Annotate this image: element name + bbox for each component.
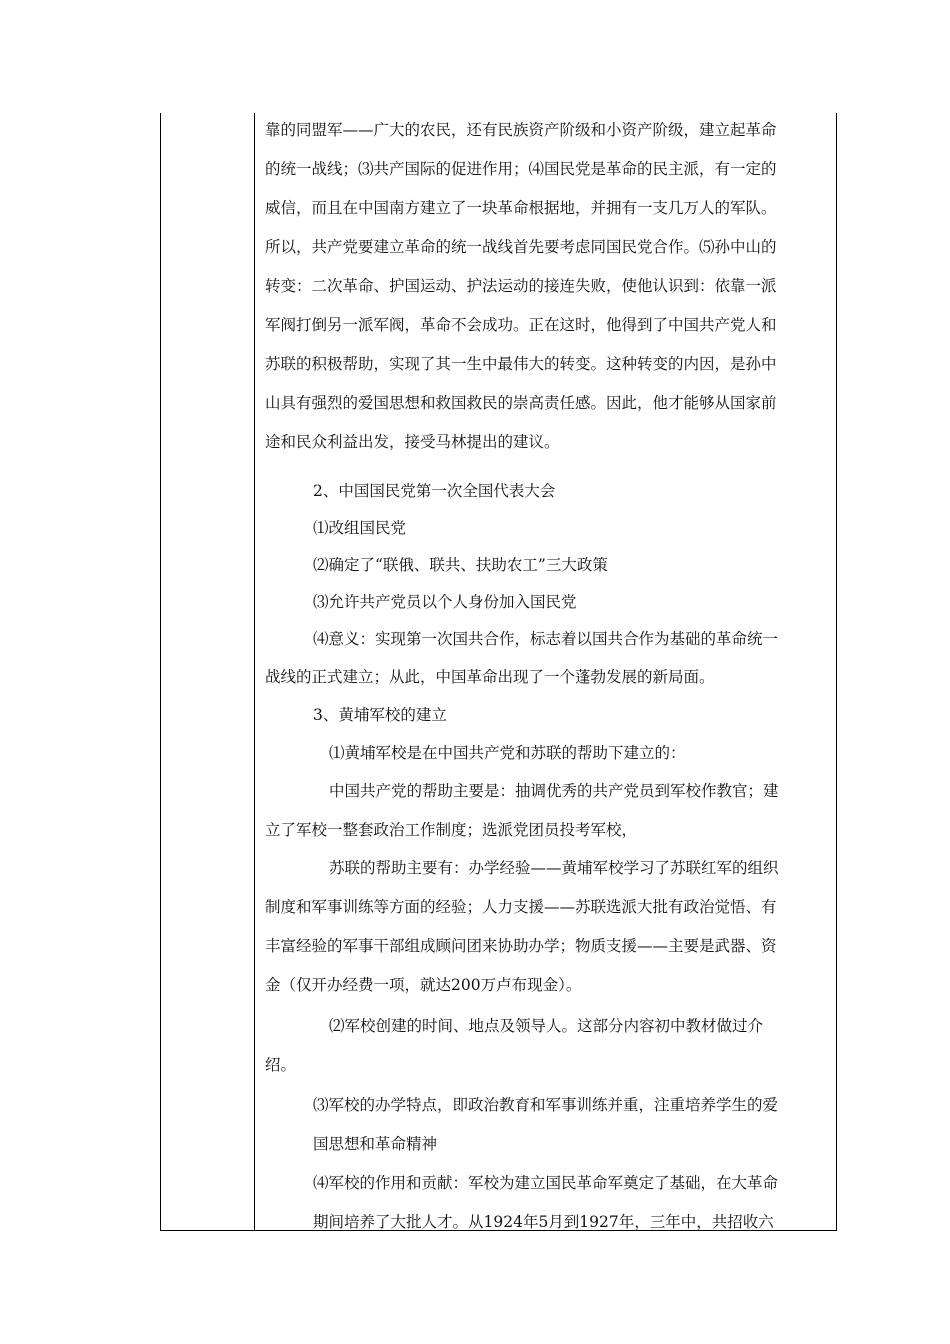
- text-line: 的统一战线；⑶共产国际的促进作用；⑷国民党是革命的民主派，有一定的: [265, 160, 777, 178]
- text-line: 转变：二次革命、护国运动、护法运动的接连失败，使他认识到：依靠一派: [265, 277, 777, 295]
- text-line: ⑵军校创建的时间、地点及领导人。这部分内容初中教材做过介: [329, 1017, 764, 1035]
- text-line: ⑴改组国民党: [313, 519, 407, 537]
- text-line: 所以，共产党要建立革命的统一战线首先要考虑同国民党合作。⑸孙中山的: [265, 238, 777, 256]
- text-line: ⑶允许共产党员以个人身份加入国民党: [313, 593, 577, 611]
- column-divider: [254, 113, 255, 1230]
- text-line: 苏联的积极帮助，实现了其一生中最伟大的转变。这种转变的内因，是孙中: [265, 355, 777, 373]
- text-line: 战线的正式建立；从此，中国革命出现了一个蓬勃发展的新局面。: [265, 668, 715, 686]
- text-line: 中国共产党的帮助主要是：抽调优秀的共产党员到军校作教官；建: [329, 782, 779, 800]
- text-line: 山具有强烈的爱国思想和救国救民的崇高责任感。因此，他才能够从国家前: [265, 394, 777, 412]
- text-line: 途和民众利益出发，接受马林提出的建议。: [265, 433, 560, 451]
- section-heading: 2、中国国民党第一次全国代表大会: [313, 482, 556, 500]
- text-line: 立了军校一整套政治工作制度；选派党团员投考军校，: [265, 821, 638, 839]
- text-line: 军阀打倒另一派军阀，革命不会成功。正在这时，他得到了中国共产党人和: [265, 316, 777, 334]
- text-line: 期间培养了大批人才。从1924年5月到1927年，三年中，共招收六: [313, 1213, 774, 1231]
- text-line: 丰富经验的军事干部组成顾问团来协助办学；物质支援——主要是武器、资: [265, 937, 777, 955]
- text-line: 苏联的帮助主要有：办学经验——黄埔军校学习了苏联红军的组织: [329, 859, 779, 877]
- text-line: 威信，而且在中国南方建立了一块革命根据地，并拥有一支几万人的军队。: [265, 199, 777, 217]
- text-line: 靠的同盟军——广大的农民，还有民族资产阶级和小资产阶级，建立起革命: [265, 121, 777, 139]
- lesson-table: [160, 113, 837, 1231]
- text-line: ⑷军校的作用和贡献：军校为建立国民革命军奠定了基础，在大革命: [313, 1174, 779, 1192]
- text-line: ⑶军校的办学特点，即政治教育和军事训练并重，注重培养学生的爱: [313, 1096, 779, 1114]
- text-line: ⑵确定了“联俄、联共、扶助农工”三大政策: [313, 556, 608, 574]
- section-heading: 3、黄埔军校的建立: [313, 706, 447, 724]
- text-line: 金（仅开办经费一项，就达200万卢布现金）。: [265, 976, 582, 994]
- text-line: ⑷意义：实现第一次国共合作，标志着以国共合作为基础的革命统一: [313, 630, 779, 648]
- text-line: 国思想和革命精神: [313, 1135, 438, 1153]
- text-line: ⑴黄埔军校是在中国共产党和苏联的帮助下建立的：: [329, 744, 686, 762]
- text-line: 制度和军事训练等方面的经验；人力支援——苏联选派大批有政治觉悟、有: [265, 898, 777, 916]
- text-line: 绍。: [265, 1056, 297, 1074]
